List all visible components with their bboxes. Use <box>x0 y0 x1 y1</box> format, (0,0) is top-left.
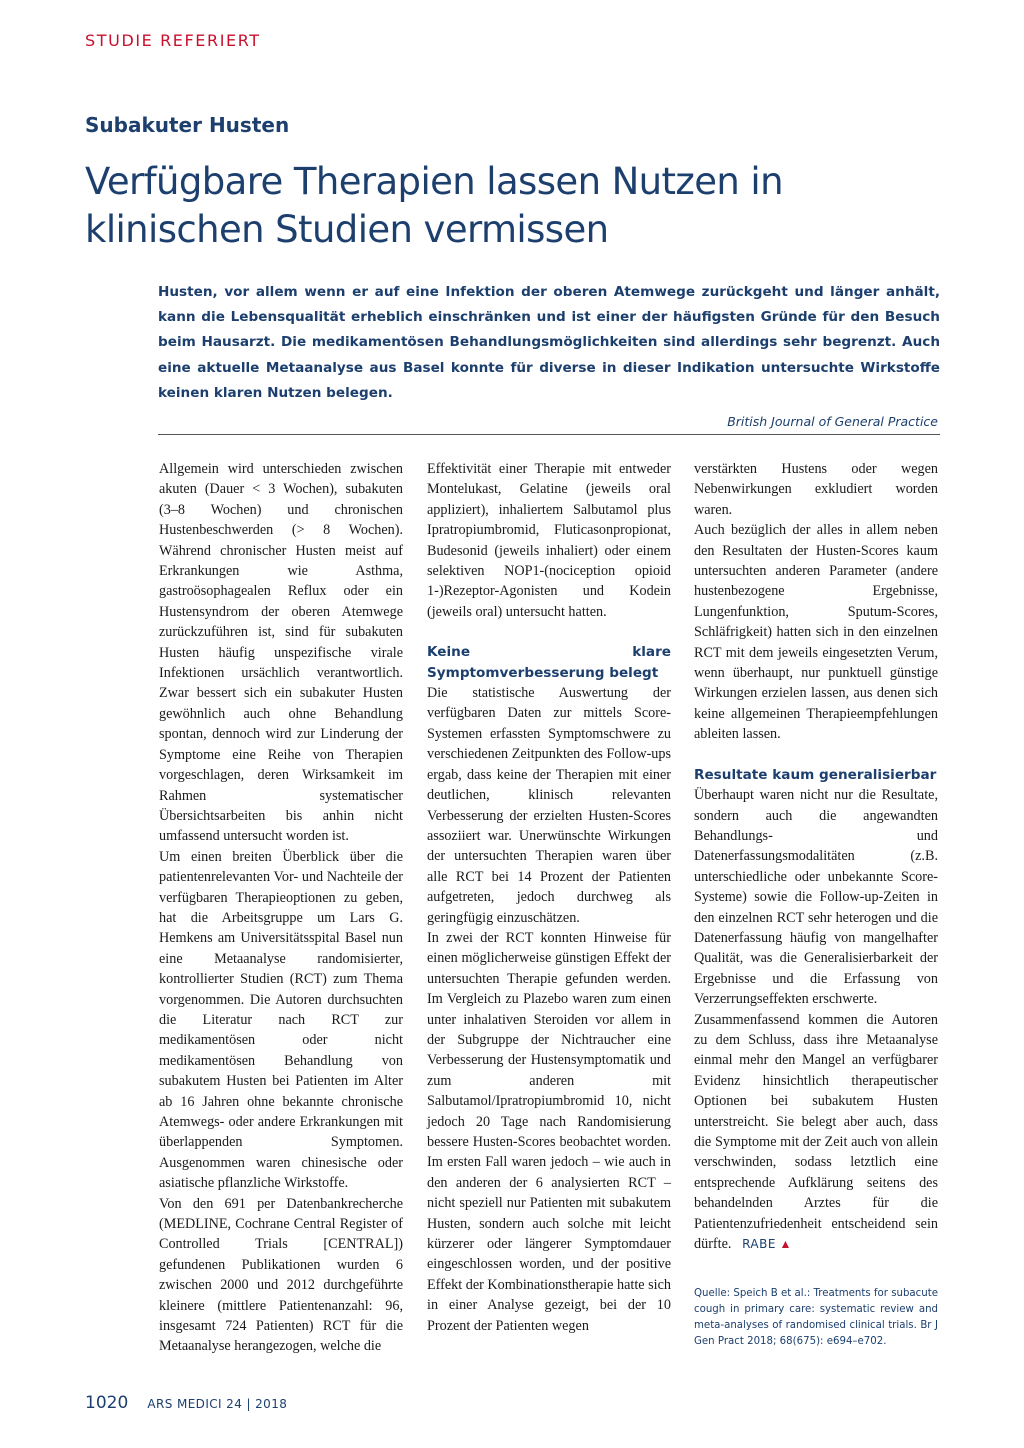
article-kicker: Subakuter Husten <box>85 113 290 137</box>
section-label: STUDIE REFERIERT <box>85 31 261 50</box>
subheading: Resultate kaum generalisierbar <box>694 766 937 783</box>
paragraph: Überhaupt waren nicht nur die Resultate, sondern auch die angewandten Behandlungs- und Datenerfassungsmodalitäten (z.B. unterschiedliche oder unbekannte Score-Systeme) sowie die Follow-up-Zeiten in den einzelnen RCT sehr heterogen und die Datenerfassung häufig von mangelhafter Qualität, was die Generalisierbarkeit der Ergebnisse und die Erfassung von Verzerrungseffekten erschwerte. <box>694 787 938 1008</box>
paragraph <box>694 1010 938 1255</box>
subheading: Keine klare Symptomverbesserung belegt <box>427 644 671 681</box>
paragraph: Effektivität einer Therapie mit entweder Montelukast, Gelatine (jeweils oral appliziert), inhaliertem Salbutamol plus Ipratropiumbromid, Fluticasonpropionat, Budesonid (jeweils inhaliert) oder einem selektiven NOP1-(nociception opioid 1-)Rezeptor-Agonisten und Kodein (jeweils oral) untersucht hatten. <box>427 461 671 620</box>
divider <box>158 434 940 435</box>
source-citation: Quelle: Speich B et al.: Treatments for subacute cough in primary care: systematic review and meta-analyses of randomised clinical trials. Br J Gen Pract 2018; 68(675): e694–e702. <box>694 1288 938 1347</box>
paragraph: Von den 691 per Datenbankrecherche (MEDLINE, Cochrane Central Register of Controlled Trials [CENTRAL]) gefundenen Publikationen wurden 6 zwischen 2000 und 2012 durchgeführte kleinere (mittlere Patientenanzahl: 96, insgesamt 724 Patienten) RCT für die Metaanalyse herangezogen, welche die <box>159 1195 403 1355</box>
article-headline: Verfügbare Therapien lassen Nutzen in klinischen Studien vermissen <box>85 160 783 251</box>
text-column-1 <box>159 459 403 1357</box>
publication-info: ARS MEDICI 24 | 2018 <box>147 1397 288 1411</box>
text-column-2 <box>427 459 671 1336</box>
end-triangle-icon: ▲ <box>779 1237 792 1252</box>
paragraph: In zwei der RCT konnten Hinweise für einen möglicherweise günstigen Effekt der untersuchten Therapie gefunden werden. Im Vergleich zu Plazebo waren zum einen unter inhalativen Steroiden vor allem in der Subgruppe der Nichtraucher eine Verbesserung der Hustensymptomatik und zum anderen mit Salbutamol/Ipratropiumbromid 10, nicht jedoch 20 Tage nach Randomisierung bessere Husten-Scores beobachtet worden. Im ersten Fall waren jedoch – wie auch in den anderen der 6 analysierten RCT – nicht speziell nur Patienten mit subakutem Husten, sondern auch solche mit leicht kürzerer oder längerer Symptomdauer eingeschlossen worden, und der positive Effekt der Kombinationstherapie hatte sich in einer Analyse gezeigt, bei der 10 Prozent der Patienten wegen <box>427 929 671 1334</box>
paragraph: Die statistische Auswertung der verfügbaren Daten zur mittels Score-Systemen erfassten Symptomschwere zu verschiedenen Zeitpunkten des Follow-ups ergab, dass keine der Therapien mit einer deutlichen, klinisch relevanten Verbesserung der erzielten Husten-Scores assoziiert war. Unerwünschte Wirkungen der untersuchten Therapien waren über alle RCT bei 14 Prozent der Patienten aufgetreten, jedoch durchweg als geringfügig einzuschätzen. <box>427 685 671 926</box>
paragraph: verstärkten Hustens oder wegen Nebenwirkungen exkludiert worden waren. <box>694 461 938 518</box>
article-lead: Husten, vor allem wenn er auf eine Infektion der oberen Atemwege zurückgeht und länger anhält, kann die Lebensqualität erheblich einschränken und ist einer der häufigsten Gründe für den Besuch beim Hausarzt. Die medikamentösen Behandlungsmöglichkeiten sind allerdings sehr begrenzt. Auch eine aktuelle Metaanalyse aus Basel konnte für diverse in dieser Indikation untersuchte Wirkstoffe keinen klaren Nutzen belegen. <box>158 284 940 401</box>
page-number: 1020 <box>85 1393 129 1413</box>
paragraph-text: Zusammenfassend kommen die Autoren zu dem Schluss, dass ihre Metaanalyse einmal mehr den Mangel an verfügbarer Evidenz hinsichtlich therapeutischer Optionen bei subakutem Husten unterstreicht. Sie belegt aber auch, dass die Symptome mit der Zeit auch von allein verschwinden, sodass letztlich eine entsprechende Aufklärung seitens des behandelnden Arztes für die Patientenzufriedenheit entscheidend sein dürfte. <box>694 1011 938 1253</box>
author-signature: RABE <box>742 1237 776 1252</box>
text-column-3 <box>694 459 938 1254</box>
paragraph: Um einen breiten Überblick über die patientenrelevanten Vor- und Nachteile der verfügbaren Therapieoptionen zu geben, hat die Arbeitsgruppe um Lars G. Hemkens am Universitätsspital Basel nun eine Metaanalyse randomisierter, kontrollierter Studien (RCT) zum Thema vorgenommen. Die Autoren durchsuchten die Literatur nach RCT zur medikamentösen oder nicht medikamentösen Behandlung von subakutem Husten bei Patienten im Alter ab 16 Jahren ohne bekannte chronische Atemwegs- oder andere Erkrankungen mit überlappenden Symptomen. Ausgenommen waren chinesische oder asiatische pflanzliche Wirkstoffe. <box>159 848 403 1192</box>
page-footer <box>85 1393 287 1413</box>
journal-source: British Journal of General Practice <box>727 414 938 429</box>
paragraph: Allgemein wird unterschieden zwischen akuten (Dauer < 3 Wochen), subakuten (3–8 Wochen) und chronischen Hustenbeschwerden (> 8 Wochen). Während chronischer Husten meist auf Erkrankungen wie Asthma, gastroösophagealen Reflux oder ein Hustensyndrom der oberen Atemwege zurückzuführen ist, sind für subakuten Husten häufig unspezifische virale Infektionen ursächlich verantwortlich. Zwar bessert sich ein subakuter Husten gewöhnlich auch ohne Behandlung spontan, dennoch wird zur Linderung der Symptome eine Reihe von Therapien vorgeschlagen, deren Wirksamkeit im Rahmen systematischer Übersichtsarbeiten bis anhin nicht umfassend untersucht worden ist. <box>159 461 403 845</box>
paragraph: Auch bezüglich der alles in allem neben den Resultaten der Husten-Scores kaum untersuchten anderen Parameter (andere hustenbezogene Ergebnisse, Lungenfunktion, Sputum-Scores, Schläfrigkeit) hatten sich in den einzelnen RCT mit dem jeweils eingesetzten Verum, wenn überhaupt, nur punktuell günstige Wirkungen erzielen lassen, aus denen sich keine allgemeinen Therapieempfehlungen ableiten lassen. <box>694 522 938 743</box>
